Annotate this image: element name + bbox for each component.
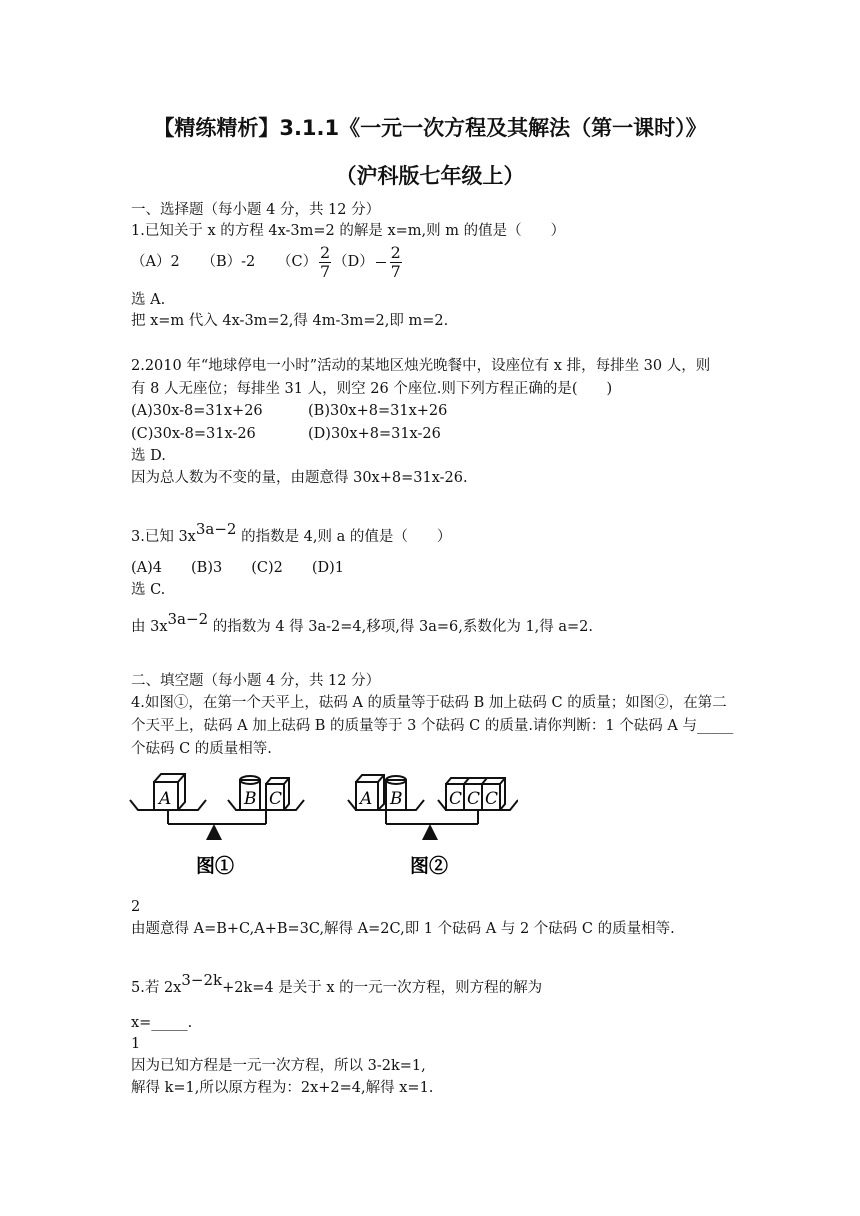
minus-sign [376,262,386,263]
q4-explanation: 由题意得 A=B+C,A+B=3C,解得 A=2C,即 1 个砝码 A 与 2 个砝码 C 的质量相等. [131,921,675,937]
fulcrum-2 [422,824,438,840]
label-a: A [360,789,373,809]
q4-answer: 2 [131,899,141,915]
doc-title-line1: 【精练精析】3.1.1《一元一次方程及其解法（第一课时）》 [153,116,707,140]
doc-title-line2: （沪科版七年级上） [335,164,525,188]
label-c: C [449,789,463,809]
label-b: B [244,789,257,809]
q2-stem-line1: 2.2010 年“地球停电一小时”活动的某地区烛光晚餐中，设座位有 x 排，每排坐 30 人，则 [131,358,711,374]
q1-option-d-label: （D） [333,254,374,270]
q3-options: (A)4 (B)3 (C)2 (D)1 [131,560,345,576]
q2-option-c: (C)30x-8=31x-26 [131,426,256,442]
q3-stem [131,520,452,546]
figure-1-label: 图① [196,855,235,877]
q2-option-a: (A)30x-8=31x+26 [131,403,263,419]
q1-stem: 1.已知关于 x 的方程 4x-3m=2 的解是 x=m,则 m 的值是（ ） [131,223,566,239]
q5-exponent: 3−2k [181,971,223,989]
q4-stem-line3: 个砝码 C 的质量相等. [131,741,272,757]
q5-explanation-line1: 因为已知方程是一元一次方程，所以 3-2k=1, [131,1058,426,1074]
q1-option-d-fraction [390,244,402,281]
figure-2-label: 图② [410,855,449,877]
q5-stem-post: +2k=4 是关于 x 的一元一次方程，则方程的解为 [222,980,543,996]
fulcrum-1 [206,824,222,840]
q4-stem-line1: 4.如图①，在第一个天平上，砝码 A 的质量等于砝码 B 加上砝码 C 的质量；如图②，在第二 [131,695,727,711]
section2-header: 二、填空题（每小题 4 分，共 12 分） [131,673,381,689]
q3-explanation [131,610,594,636]
q3-explain-post: 的指数为 4 得 3a-2=4,移项,得 3a=6,系数化为 1,得 a=2. [208,619,594,635]
q5-explanation-line2: 解得 k=1,所以原方程为：2x+2=4,解得 x=1. [131,1080,434,1096]
q3-explain-pre: 由 3x [131,619,168,635]
q2-explanation: 因为总人数为不变的量，由题意得 30x+8=31x-26. [131,470,468,486]
q3-exponent: 3a−2 [167,610,209,628]
q1-options [131,242,404,282]
q5-stem-pre: 5.若 2x [131,980,182,996]
label-c: C [467,789,481,809]
label-c: C [269,789,283,809]
q5-blank: x=_____. [131,1015,193,1031]
q3-stem-post: 的指数是 4,则 a 的值是（ ） [236,529,452,545]
q5-answer: 1 [131,1036,141,1052]
q3-exponent: 3a−2 [195,520,237,538]
section1-header: 一、选择题（每小题 4 分，共 12 分） [131,202,381,218]
q1-option-c-fraction [319,244,331,281]
label-a: A [159,789,172,809]
label-c: C [485,789,499,809]
q2-stem-line2: 有 8 人无座位；每排坐 31 人，则空 26 个座位.则下列方程正确的是( ) [131,381,613,397]
q4-stem-line2: 个天平上，砝码 A 加上砝码 B 的质量等于 3 个砝码 C 的质量.请你判断：1 个砝码 A 与_____ [131,718,734,734]
frac-numerator: 2 [390,242,401,262]
frac-denominator: 7 [319,261,331,281]
q1-options-ab-c: （A）2 （B）-2 （C） [131,254,318,270]
q2-answer: 选 D. [131,448,166,464]
frac-denominator: 7 [390,261,401,281]
q2-option-d: (D)30x+8=31x-26 [308,426,441,442]
label-b: B [390,789,403,809]
q5-stem [131,971,543,997]
q1-explanation: 把 x=m 代入 4x-3m=2,得 4m-3m=2,即 m=2. [131,313,449,329]
q1-answer: 选 A. [131,292,166,308]
q3-stem-pre: 3.已知 3x [131,529,196,545]
balance-figures [128,762,518,886]
q3-answer: 选 C. [131,582,166,598]
frac-numerator: 2 [319,242,331,262]
q2-option-b: (B)30x+8=31x+26 [308,403,448,419]
